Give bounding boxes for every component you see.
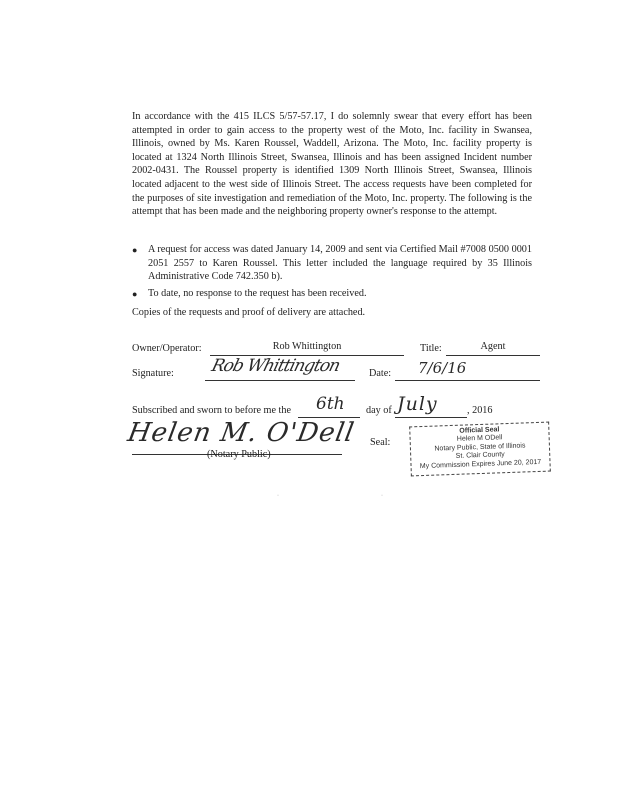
bullet-list — [132, 243, 532, 304]
seal-line: Official Seal — [459, 426, 500, 435]
date-value: 7/6/16 — [418, 359, 467, 377]
seal-line: My Commission Expires June 20, 2017 — [419, 458, 542, 470]
month-value: July — [397, 393, 438, 415]
owner-value: Rob Whittington — [272, 341, 342, 352]
seal-line: Helen M ODell — [456, 434, 503, 444]
notary-caption: (Notary Public) — [207, 449, 271, 460]
day-of-text: day of — [366, 405, 392, 416]
date-label: Date: — [369, 368, 392, 379]
owner-label: Owner/Operator: — [132, 343, 202, 354]
list-item-text: To date, no response to the request has been received. — [148, 287, 367, 299]
list-item — [132, 243, 532, 284]
signature-label: Signature: — [132, 368, 174, 379]
bullet-icon: ● — [132, 245, 138, 255]
list-item-text: A request for access was dated January 14, 2009 and sent via Certified Mail #7008 0500 0001 2051 2557 to Karen Roussel. This letter included the language required by 35 Illinois Administrative Code 742.350 b). — [148, 244, 532, 283]
title-value: Agent — [480, 341, 506, 352]
seal-line: Notary Public, State of Illinois — [434, 442, 526, 453]
seal-label: Seal: — [370, 437, 391, 448]
title-label: Title: — [420, 343, 442, 354]
list-item — [132, 287, 532, 302]
day-value: 6th — [316, 394, 345, 414]
title-field — [446, 341, 540, 356]
year-text: , 2016 — [467, 405, 493, 416]
date-field — [395, 366, 540, 381]
copies-note: Copies of the requests and proof of delivery are attached. — [132, 307, 366, 318]
notary-seal-stamp — [409, 422, 551, 477]
bullet-icon: ● — [132, 288, 138, 299]
owner-field — [210, 341, 404, 356]
notary-signature: Helen M. O'Dell — [125, 418, 357, 448]
statement-paragraph: In accordance with the 415 ILCS 5/57-57.17, I do solemnly swear that every effort has been attempted in order to gain access to the property west of the Moto, Inc. facility in Swansea, Illinois, owned by Ms. Karen Roussel, Waddell, Arizona. The Moto, Inc. facility property is located at 1324 North Illinois Street, Swansea, Illinois and has been assigned Incident number 2002-0431. The Roussel property is identified 1309 North Illinois Street, Swansea, Illinois located adjacent to the west side of Illinois Street. The access requests have been completed for the purposes of site investigation and remediation of the Moto, Inc. property. The following is the attempt that has been made and the neighboring property owner's response to the attempt. — [132, 111, 532, 218]
subscribed-text: Subscribed and sworn to before me the — [132, 405, 291, 416]
scan-speck: · — [277, 493, 279, 499]
owner-signature: Rob Whittington — [209, 356, 342, 376]
scan-speck: · — [381, 493, 383, 499]
seal-line: St. Clair County — [455, 451, 505, 461]
